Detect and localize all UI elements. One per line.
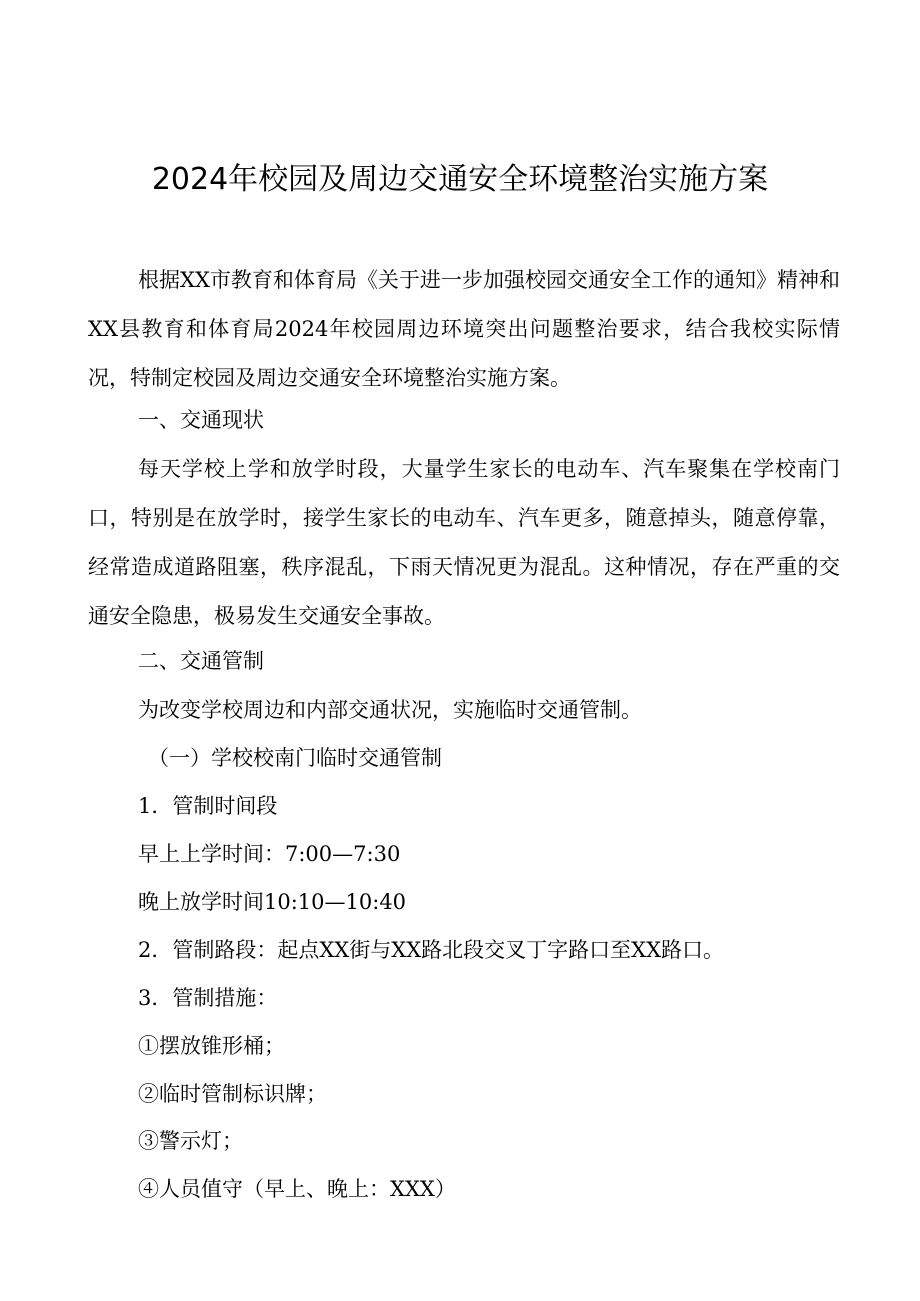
traffic-status-paragraph <box>88 445 840 641</box>
item-control-measures: 3．管制措施： <box>138 986 278 1010</box>
morning-control-time: 早上上学时间：7:00—7:30 <box>138 842 401 866</box>
section-heading-traffic-control: 二、交通管制 <box>138 649 264 673</box>
measure-item: ①摆放锥形桶； <box>138 1034 285 1058</box>
measure-item: ③警示灯； <box>138 1129 243 1153</box>
item-control-road: 2．管制路段：起点XX街与XX路北段交叉丁字路口至XX路口。 <box>138 938 725 962</box>
document-title: 2024年校园及周边交通安全环境整治实施方案 <box>151 162 769 197</box>
traffic-control-intro: 为改变学校周边和内部交通状况，实施临时交通管制。 <box>138 698 642 722</box>
subsection-heading-south-gate: （一）学校校南门临时交通管制 <box>148 746 442 770</box>
measure-item: ②临时管制标识牌； <box>138 1082 327 1106</box>
traffic-status-text: 每天学校上学和放学时段，大量学生家长的电动车、汽车聚集在学校南门口，特别是在放学时，接学生家长的电动车、汽车更多，随意掉头，随意停靠，经常造成道路阻塞，秩序混乱，下雨天情况更为混乱。这种情况，存在严重的交通安全隐患，极易发生交通安全事故。 <box>88 457 840 628</box>
measure-item: ④人员值守（早上、晚上：XXX） <box>138 1177 456 1201</box>
intro-paragraph <box>88 256 840 403</box>
evening-control-time: 晚上放学时间10:10—10:40 <box>138 890 407 914</box>
intro-text: 根据XX市教育和体育局《关于进一步加强校园交通安全工作的通知》精神和XX县教育和体育局2024年校园周边环境突出问题整治要求，结合我校实际情况，特制定校园及周边交通安全环境整治实施方案。 <box>88 268 840 390</box>
section-heading-traffic-status: 一、交通现状 <box>138 408 264 432</box>
item-control-period: 1．管制时间段 <box>138 794 278 818</box>
